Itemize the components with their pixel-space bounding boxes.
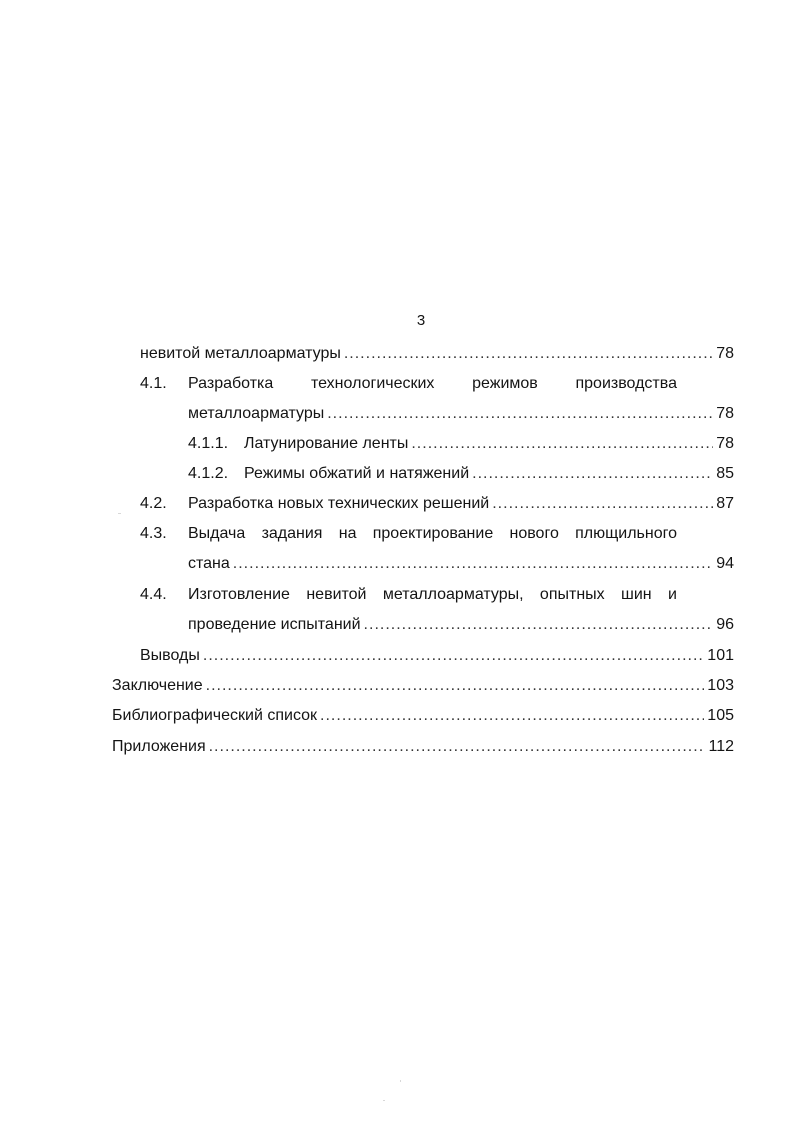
dot-leader bbox=[209, 736, 706, 758]
title-word: Выдача bbox=[188, 525, 246, 542]
title-word: на bbox=[338, 525, 357, 542]
toc-entry[interactable] bbox=[188, 433, 734, 455]
toc-entry[interactable] bbox=[188, 614, 734, 636]
toc-entry-page: 103 bbox=[707, 677, 734, 694]
scan-speck bbox=[118, 513, 121, 514]
title-word: шин bbox=[621, 586, 652, 603]
title-word: плющильного bbox=[575, 525, 677, 542]
toc-entry-title: невитой металлоарматуры bbox=[140, 345, 341, 362]
title-word: режимов bbox=[472, 375, 538, 392]
dot-leader bbox=[472, 463, 713, 485]
toc-entry-title: Заключение bbox=[112, 677, 203, 694]
toc-entry-page: 85 bbox=[716, 465, 734, 482]
title-word: нового bbox=[509, 525, 559, 542]
toc-entry-page: 78 bbox=[716, 345, 734, 362]
title-word: технологических bbox=[310, 375, 435, 392]
toc-entry-number: 4.1.2. bbox=[188, 465, 229, 482]
title-word: опытных bbox=[539, 586, 605, 603]
toc-entry-number: 4.1.1. bbox=[188, 435, 229, 452]
toc-entry-title: Режимы обжатий и натяжений bbox=[244, 465, 470, 482]
dot-leader bbox=[206, 675, 705, 697]
dot-leader bbox=[411, 433, 713, 455]
toc-entry-title-line[interactable] bbox=[188, 523, 677, 545]
toc-entry-title: стана bbox=[188, 555, 230, 572]
toc-entry-page: 87 bbox=[716, 495, 734, 512]
toc-entry[interactable] bbox=[112, 705, 734, 727]
dot-leader bbox=[492, 493, 713, 515]
page-number: 3 bbox=[416, 312, 426, 329]
title-word: и bbox=[668, 586, 677, 603]
toc-entry-page: 112 bbox=[708, 738, 734, 755]
toc-entry-page: 78 bbox=[716, 435, 734, 452]
scan-speck bbox=[383, 1100, 385, 1101]
dot-leader bbox=[203, 645, 704, 667]
toc-entry[interactable] bbox=[188, 553, 734, 575]
toc-entry-number: 4.4. bbox=[140, 586, 167, 603]
toc-entry-number: 4.2. bbox=[140, 495, 167, 512]
toc-entry-title: проведение испытаний bbox=[188, 616, 361, 633]
toc-entry-title: Разработка новых технических решений bbox=[188, 495, 490, 512]
toc-entry-page: 94 bbox=[716, 555, 734, 572]
toc-entry-title-line[interactable] bbox=[188, 373, 677, 395]
toc-entry-page: 101 bbox=[707, 647, 734, 664]
dot-leader bbox=[233, 553, 713, 575]
dot-leader bbox=[327, 403, 713, 425]
scan-speck bbox=[400, 1080, 401, 1082]
toc-entry[interactable] bbox=[112, 675, 734, 697]
toc-entry[interactable] bbox=[140, 645, 734, 667]
title-word: производства bbox=[575, 375, 677, 392]
dot-leader bbox=[320, 705, 704, 727]
toc-entry-page: 96 bbox=[716, 616, 734, 633]
toc-entry-title: Латунирование ленты bbox=[244, 435, 409, 452]
toc-entry[interactable] bbox=[112, 736, 734, 758]
toc-entry-title-line[interactable] bbox=[188, 584, 677, 606]
title-word: Разработка bbox=[188, 375, 274, 392]
toc-entry-title: Приложения bbox=[112, 738, 206, 755]
toc-entry[interactable] bbox=[140, 493, 734, 515]
toc-entry-title: Библиографический список bbox=[112, 707, 318, 724]
title-word: задания bbox=[261, 525, 323, 542]
toc-entry-page: 105 bbox=[707, 707, 734, 724]
dot-leader bbox=[344, 343, 713, 365]
title-word: невитой bbox=[306, 586, 367, 603]
title-word: Изготовление bbox=[188, 586, 290, 603]
toc-entry-page: 78 bbox=[716, 405, 734, 422]
toc-entry-title: Выводы bbox=[140, 647, 200, 664]
toc-entry[interactable] bbox=[140, 343, 734, 365]
toc-entry-number: 4.3. bbox=[140, 525, 167, 542]
toc-entry-title: металлоарматуры bbox=[188, 405, 325, 422]
title-word: проектирование bbox=[372, 525, 494, 542]
toc-entry[interactable] bbox=[188, 403, 734, 425]
toc-entry-number: 4.1. bbox=[140, 375, 167, 392]
toc-entry[interactable] bbox=[188, 463, 734, 485]
title-word: металлоарматуры, bbox=[382, 586, 524, 603]
dot-leader bbox=[364, 614, 714, 636]
